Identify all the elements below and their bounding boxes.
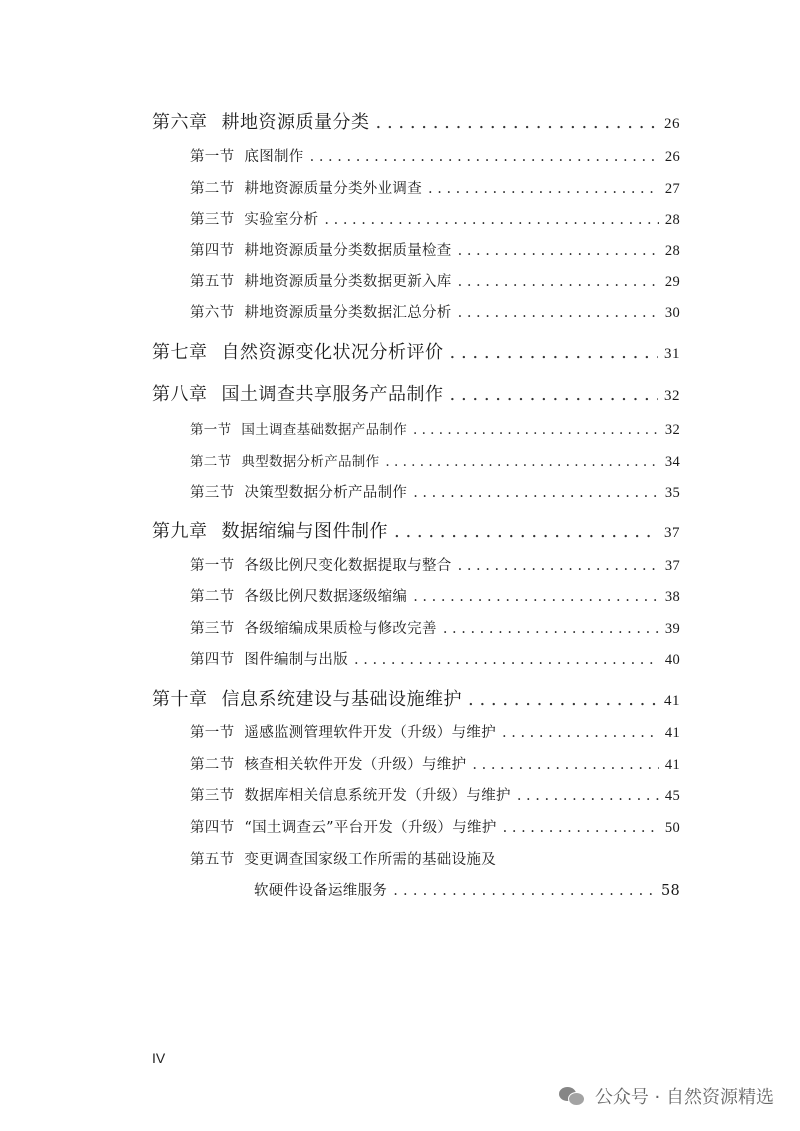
leader-dots: [385, 454, 658, 470]
chapter-label: 第八章: [152, 384, 208, 405]
page-number: 50: [664, 820, 680, 836]
toc-section[interactable]: [190, 270, 680, 291]
section-label: 第四节: [190, 243, 235, 259]
chapter-title: 信息系统建设与基础设施维护: [221, 689, 462, 710]
leader-dots: [517, 788, 659, 804]
page-footer-number: IV: [152, 1050, 166, 1066]
toc-chapter-7[interactable]: [152, 338, 680, 364]
section-title: 耕地资源质量分类数据更新入库: [244, 274, 452, 290]
page-number: 58: [660, 883, 680, 899]
leader-dots: [393, 883, 655, 899]
section-title: 核查相关软件开发（升级）与维护: [244, 757, 467, 773]
toc-section[interactable]: [190, 481, 680, 502]
section-title: 典型数据分析产品制作: [241, 454, 380, 470]
page-number: 37: [664, 558, 680, 574]
toc-section[interactable]: [190, 617, 680, 638]
leader-dots: [468, 689, 658, 710]
chapter-label: 第七章: [152, 342, 208, 363]
page-number: 41: [664, 693, 680, 709]
section-title: 遥感监测管理软件开发（升级）与维护: [244, 725, 497, 741]
section-label: 第四节: [190, 652, 235, 668]
leader-dots: [413, 422, 659, 438]
toc-section[interactable]: [190, 450, 680, 471]
section-title: 数据库相关信息系统开发（升级）与维护: [244, 788, 511, 804]
section-label: 第二节: [190, 589, 235, 605]
section-label: 第一节: [190, 558, 235, 574]
leader-dots: [394, 521, 658, 542]
watermark-text: 公众号 · 自然资源精选: [594, 1087, 774, 1108]
chapter-title: 数据缩编与图件制作: [221, 521, 388, 542]
leader-dots: [472, 757, 658, 773]
page-number: 37: [664, 525, 680, 541]
chapter-title: 自然资源变化状况分析评价: [221, 342, 444, 363]
section-label: 第二节: [190, 757, 235, 773]
section-title: 各级缩编成果质检与修改完善: [244, 621, 437, 637]
section-title: 各级比例尺数据逐级缩编: [244, 589, 408, 605]
page-number: 26: [664, 116, 680, 132]
leader-dots: [458, 274, 659, 290]
section-label: 第六节: [190, 305, 235, 321]
leader-dots: [413, 589, 659, 605]
toc-section[interactable]: [190, 177, 680, 198]
leader-dots: [310, 149, 659, 165]
leader-dots: [376, 112, 659, 133]
section-title: 实验室分析: [244, 212, 319, 228]
section-title-continuation: 软硬件设备运维服务: [254, 883, 388, 899]
page-number: 32: [664, 422, 680, 438]
section-label: 第四节: [190, 820, 235, 836]
leader-dots: [443, 621, 659, 637]
page-number: 35: [664, 485, 680, 501]
toc-section[interactable]: [190, 721, 680, 742]
section-title: 变更调查国家级工作所需的基础设施及: [244, 852, 497, 868]
page-number: 28: [664, 243, 680, 259]
section-label: 第三节: [190, 788, 235, 804]
leader-dots: [354, 652, 659, 668]
toc-chapter-8[interactable]: [152, 380, 680, 406]
watermark: [559, 1083, 774, 1109]
page-number: 34: [664, 454, 680, 470]
section-title: 耕地资源质量分类数据质量检查: [244, 243, 452, 259]
page-number: 26: [664, 149, 680, 165]
section-label: 第一节: [190, 149, 235, 165]
toc-section[interactable]: [190, 301, 680, 322]
toc-chapter-10[interactable]: [152, 685, 680, 711]
section-label: 第五节: [190, 852, 235, 868]
toc-section[interactable]: [190, 418, 680, 439]
section-title: 底图制作: [244, 149, 304, 165]
wechat-icon: [559, 1085, 585, 1107]
leader-dots: [458, 243, 659, 259]
section-label: 第五节: [190, 274, 235, 290]
page-number: 31: [664, 346, 680, 362]
toc-section[interactable]: [190, 816, 680, 837]
section-title: 图件编制与出版: [244, 652, 349, 668]
page-number: 27: [664, 181, 680, 197]
leader-dots: [413, 485, 659, 501]
section-label: 第二节: [190, 454, 232, 470]
toc-section-multiline[interactable]: [190, 848, 496, 869]
toc-chapter-9[interactable]: [152, 517, 680, 543]
chapter-label: 第九章: [152, 521, 208, 542]
section-label: 第三节: [190, 621, 235, 637]
leader-dots: [450, 384, 659, 405]
toc-section[interactable]: [190, 585, 680, 606]
chapter-label: 第十章: [152, 689, 208, 710]
page-number: 45: [664, 788, 680, 804]
section-label: 第三节: [190, 212, 235, 228]
section-title: 耕地资源质量分类外业调查: [244, 181, 423, 197]
chapter-title: 国土调查共享服务产品制作: [221, 384, 444, 405]
page-number: 29: [664, 274, 680, 290]
toc-section[interactable]: [190, 753, 680, 774]
page-number: 41: [664, 757, 680, 773]
section-title: “国土调查云”平台开发（升级）与维护: [244, 820, 497, 836]
toc-chapter-6[interactable]: [152, 108, 680, 134]
toc-section[interactable]: [190, 554, 680, 575]
page-number: 28: [664, 212, 680, 228]
leader-dots: [324, 212, 658, 228]
toc-section[interactable]: [190, 239, 680, 260]
section-title: 耕地资源质量分类数据汇总分析: [244, 305, 452, 321]
page-number: 41: [664, 725, 680, 741]
section-title: 决策型数据分析产品制作: [244, 485, 408, 501]
page-number: 38: [664, 589, 680, 605]
section-label: 第三节: [190, 485, 235, 501]
page-number: 39: [664, 621, 680, 637]
chapter-label: 第六章: [152, 112, 208, 133]
leader-dots: [428, 181, 659, 197]
page-number: 30: [664, 305, 680, 321]
page-number: 32: [664, 388, 680, 404]
toc-section-continuation[interactable]: [254, 879, 680, 900]
section-label: 第一节: [190, 725, 235, 741]
section-title: 各级比例尺变化数据提取与整合: [244, 558, 452, 574]
leader-dots: [450, 342, 659, 363]
toc-section[interactable]: [190, 784, 680, 805]
section-label: 第二节: [190, 181, 235, 197]
toc-section[interactable]: [190, 208, 680, 229]
section-label: 第一节: [190, 422, 232, 438]
chapter-title: 耕地资源质量分类: [221, 112, 370, 133]
leader-dots: [502, 725, 659, 741]
toc-section[interactable]: [190, 145, 680, 166]
leader-dots: [503, 820, 659, 836]
section-title: 国土调查基础数据产品制作: [241, 422, 408, 438]
page-number: 40: [664, 652, 680, 668]
leader-dots: [458, 558, 659, 574]
leader-dots: [458, 305, 659, 321]
toc-section[interactable]: [190, 648, 680, 669]
